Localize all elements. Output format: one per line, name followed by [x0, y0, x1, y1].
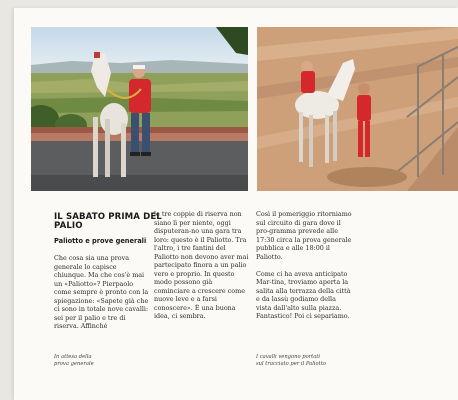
text-column-3: Così il pomeriggio ritorniamo sul circuito di gara dove il pro-gramma prevede alle 17:30 circa la prova generale pubblica e alle 18:00 il Paliotto. Come ci ha aveva anticipato Mar-tina, troviamo aperta la salita alla terrazza della città e da lassù godiamo della vista dall'alto sulla piazza. Fantastico! Poi ci separiamo. [256, 210, 352, 320]
book-page [14, 8, 458, 400]
text-column-1: Che cosa sia una prova generale lo capisce chiunque. Ma che cos'è mai un «Paliotto»? Pierpaolo come sempre è pronto con la spiegazione: «Sapete già che ci sono in totale nove cavalli: sei per il palio e tre di riserva. Affinché [54, 254, 149, 330]
section-subheading: Paliotto e prove generali [54, 237, 147, 245]
caption-right-photo: I cavalli vengono portati sul tracciato per il Paliotto [256, 354, 326, 367]
photo-horse-waiting [31, 27, 248, 191]
text-column-2: le tre coppie di riserva non siano lì per niente, oggi disputeran-no una gara tra loro: questo è il Paliotto. Tra l'altro, i tre fantini del Paliotto non devono aver mai partecipato finora a un palio vero e proprio. In questo modo possono già cominciare a crescere come nuove leve e a farsi conoscere». È una buona idea, ci sembra. [154, 210, 249, 320]
photo-horses-on-track [257, 27, 458, 191]
caption-left-photo: In attesa della prova generale [54, 354, 94, 367]
section-heading: IL SABATO PRIMA DEL PALIO [54, 212, 162, 231]
